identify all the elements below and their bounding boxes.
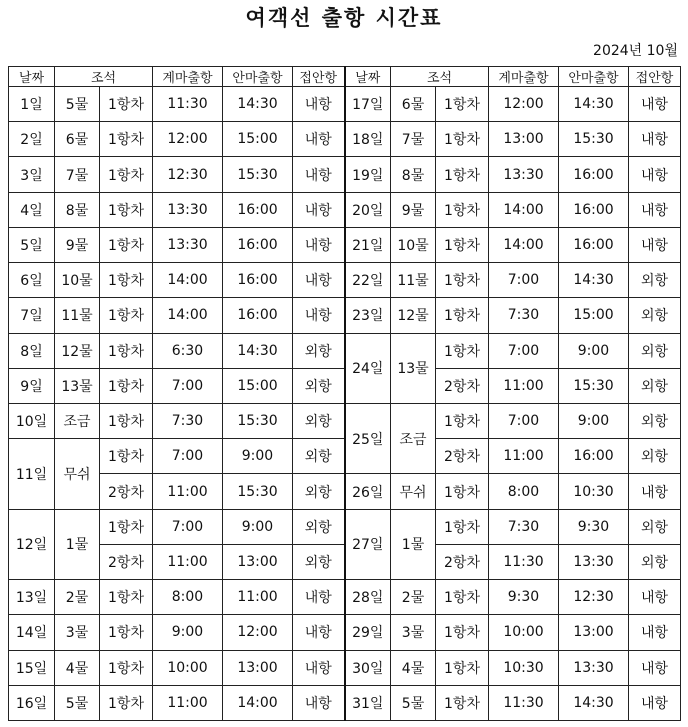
trip-cell: 1항차	[436, 580, 489, 615]
gyema-time-cell: 7:00	[489, 263, 559, 298]
gyema-time-cell: 13:30	[489, 157, 559, 192]
trip-cell: 1항차	[100, 87, 153, 122]
anma-time-cell: 12:00	[223, 615, 293, 650]
anma-time-cell: 13:00	[223, 544, 293, 579]
anma-time-cell: 16:00	[559, 439, 629, 474]
tide-cell: 8물	[391, 157, 436, 192]
trip-cell: 1항차	[100, 122, 153, 157]
trip-cell: 1항차	[436, 333, 489, 368]
anma-time-cell: 14:30	[559, 87, 629, 122]
header-tide: 조석	[391, 67, 489, 87]
header-port: 접안항	[629, 67, 681, 87]
gyema-time-cell: 7:00	[489, 403, 559, 438]
header-gyema: 계마출항	[489, 67, 559, 87]
gyema-time-cell: 14:00	[153, 263, 223, 298]
anma-time-cell: 15:00	[223, 122, 293, 157]
tide-cell: 13물	[55, 368, 100, 403]
port-cell: 외항	[629, 439, 681, 474]
anma-time-cell: 15:30	[223, 474, 293, 509]
table-row	[9, 474, 681, 509]
gyema-time-cell: 10:00	[153, 650, 223, 685]
port-cell: 내항	[629, 157, 681, 192]
gyema-time-cell: 7:30	[489, 298, 559, 333]
date-cell: 14일	[9, 615, 55, 650]
date-cell: 9일	[9, 368, 55, 403]
port-cell: 내항	[629, 87, 681, 122]
date-cell: 4일	[9, 192, 55, 227]
trip-cell: 2항차	[436, 439, 489, 474]
tide-cell: 5물	[55, 685, 100, 720]
port-cell: 내항	[629, 685, 681, 720]
trip-cell: 1항차	[436, 615, 489, 650]
gyema-time-cell: 11:00	[153, 474, 223, 509]
trip-cell: 1항차	[436, 157, 489, 192]
port-cell: 내항	[293, 615, 345, 650]
table-row	[9, 615, 681, 650]
trip-cell: 1항차	[436, 298, 489, 333]
trip-cell: 1항차	[100, 615, 153, 650]
gyema-time-cell: 13:00	[489, 122, 559, 157]
tide-cell: 13물	[391, 333, 436, 403]
anma-time-cell: 11:00	[223, 580, 293, 615]
anma-time-cell: 9:00	[559, 333, 629, 368]
port-cell: 내항	[293, 192, 345, 227]
port-cell: 내항	[293, 227, 345, 262]
date-cell: 21일	[345, 227, 391, 262]
port-cell: 외항	[293, 333, 345, 368]
port-cell: 외항	[293, 403, 345, 438]
tide-cell: 4물	[391, 650, 436, 685]
tide-cell: 5물	[55, 87, 100, 122]
port-cell: 내항	[629, 474, 681, 509]
anma-time-cell: 14:30	[559, 263, 629, 298]
tide-cell: 8물	[55, 192, 100, 227]
header-gyema: 계마출항	[153, 67, 223, 87]
tide-cell: 무쉬	[391, 474, 436, 509]
date-cell: 2일	[9, 122, 55, 157]
trip-cell: 2항차	[436, 368, 489, 403]
header-row	[9, 67, 681, 87]
anma-time-cell: 13:00	[559, 615, 629, 650]
date-cell: 28일	[345, 580, 391, 615]
date-cell: 7일	[9, 298, 55, 333]
tide-cell: 3물	[391, 615, 436, 650]
header-port: 접안항	[293, 67, 345, 87]
trip-cell: 1항차	[436, 474, 489, 509]
port-cell: 내항	[293, 263, 345, 298]
table-row	[9, 227, 681, 262]
anma-time-cell: 14:30	[223, 333, 293, 368]
trip-cell: 1항차	[436, 227, 489, 262]
tide-cell: 2물	[391, 580, 436, 615]
trip-cell: 1항차	[100, 439, 153, 474]
date-cell: 12일	[9, 509, 55, 579]
port-cell: 외항	[293, 474, 345, 509]
table-row	[9, 685, 681, 720]
gyema-time-cell: 12:00	[489, 87, 559, 122]
trip-cell: 1항차	[436, 263, 489, 298]
port-cell: 외항	[629, 544, 681, 579]
date-cell: 5일	[9, 227, 55, 262]
gyema-time-cell: 11:30	[489, 685, 559, 720]
anma-time-cell: 15:00	[559, 298, 629, 333]
trip-cell: 1항차	[100, 509, 153, 544]
gyema-time-cell: 11:00	[153, 685, 223, 720]
date-cell: 15일	[9, 650, 55, 685]
date-cell: 29일	[345, 615, 391, 650]
tide-cell: 1물	[55, 509, 100, 579]
gyema-time-cell: 7:00	[153, 509, 223, 544]
tide-cell: 3물	[55, 615, 100, 650]
port-cell: 내항	[629, 650, 681, 685]
trip-cell: 1항차	[436, 192, 489, 227]
port-cell: 외항	[293, 368, 345, 403]
anma-time-cell: 9:00	[559, 403, 629, 438]
anma-time-cell: 16:00	[223, 192, 293, 227]
trip-cell: 1항차	[100, 403, 153, 438]
header-date: 날짜	[9, 67, 55, 87]
trip-cell: 1항차	[436, 122, 489, 157]
gyema-time-cell: 7:00	[153, 439, 223, 474]
port-cell: 외항	[629, 298, 681, 333]
anma-time-cell: 16:00	[223, 298, 293, 333]
header-date: 날짜	[345, 67, 391, 87]
date-cell: 16일	[9, 685, 55, 720]
date-cell: 20일	[345, 192, 391, 227]
port-cell: 내항	[629, 615, 681, 650]
date-cell: 11일	[9, 439, 55, 509]
trip-cell: 2항차	[100, 474, 153, 509]
gyema-time-cell: 12:30	[153, 157, 223, 192]
anma-time-cell: 16:00	[559, 157, 629, 192]
gyema-time-cell: 7:00	[153, 368, 223, 403]
port-cell: 외항	[293, 509, 345, 544]
port-cell: 내항	[293, 157, 345, 192]
gyema-time-cell: 8:00	[153, 580, 223, 615]
anma-time-cell: 10:30	[559, 474, 629, 509]
anma-time-cell: 15:00	[223, 368, 293, 403]
tide-cell: 조금	[55, 403, 100, 438]
port-cell: 내항	[293, 122, 345, 157]
tide-cell: 10물	[391, 227, 436, 262]
tide-cell: 12물	[55, 333, 100, 368]
anma-time-cell: 15:30	[223, 403, 293, 438]
gyema-time-cell: 11:00	[153, 544, 223, 579]
gyema-time-cell: 11:30	[489, 544, 559, 579]
anma-time-cell: 9:30	[559, 509, 629, 544]
trip-cell: 1항차	[100, 263, 153, 298]
table-row	[9, 333, 681, 368]
anma-time-cell: 13:30	[559, 544, 629, 579]
port-cell: 외항	[629, 403, 681, 438]
port-cell: 내항	[629, 580, 681, 615]
tide-cell: 조금	[391, 403, 436, 473]
trip-cell: 1항차	[100, 157, 153, 192]
gyema-time-cell: 7:00	[489, 333, 559, 368]
port-cell: 내항	[629, 227, 681, 262]
schedule-table	[8, 66, 681, 721]
port-cell: 외항	[629, 333, 681, 368]
date-cell: 31일	[345, 685, 391, 720]
gyema-time-cell: 14:00	[489, 192, 559, 227]
tide-cell: 10물	[55, 263, 100, 298]
trip-cell: 2항차	[100, 544, 153, 579]
gyema-time-cell: 11:00	[489, 439, 559, 474]
port-cell: 내항	[293, 650, 345, 685]
table-row	[9, 580, 681, 615]
port-cell: 내항	[293, 298, 345, 333]
anma-time-cell: 16:00	[559, 227, 629, 262]
tide-cell: 6물	[55, 122, 100, 157]
tide-cell: 9물	[391, 192, 436, 227]
anma-time-cell: 14:00	[223, 685, 293, 720]
table-row	[9, 403, 681, 438]
anma-time-cell: 13:00	[223, 650, 293, 685]
gyema-time-cell: 6:30	[153, 333, 223, 368]
trip-cell: 1항차	[100, 368, 153, 403]
port-cell: 외항	[629, 263, 681, 298]
date-cell: 22일	[345, 263, 391, 298]
anma-time-cell: 13:30	[559, 650, 629, 685]
tide-cell: 7물	[55, 157, 100, 192]
date-cell: 13일	[9, 580, 55, 615]
anma-time-cell: 16:00	[223, 263, 293, 298]
date-label: 2024년 10월	[593, 43, 678, 59]
anma-time-cell: 15:30	[223, 157, 293, 192]
gyema-time-cell: 12:00	[153, 122, 223, 157]
anma-time-cell: 15:30	[559, 122, 629, 157]
date-cell: 17일	[345, 87, 391, 122]
date-cell: 24일	[345, 333, 391, 403]
anma-time-cell: 14:30	[223, 87, 293, 122]
trip-cell: 1항차	[436, 509, 489, 544]
table-row	[9, 263, 681, 298]
date-cell: 8일	[9, 333, 55, 368]
anma-time-cell: 9:00	[223, 509, 293, 544]
table-row	[9, 87, 681, 122]
port-cell: 내항	[629, 122, 681, 157]
date-cell: 25일	[345, 403, 391, 473]
page-title: 여객선 출항 시간표	[245, 6, 443, 30]
gyema-time-cell: 13:30	[153, 192, 223, 227]
table-row	[9, 650, 681, 685]
trip-cell: 1항차	[100, 227, 153, 262]
tide-cell: 11물	[391, 263, 436, 298]
trip-cell: 1항차	[100, 685, 153, 720]
gyema-time-cell: 14:00	[489, 227, 559, 262]
port-cell: 외항	[629, 509, 681, 544]
trip-cell: 1항차	[100, 192, 153, 227]
anma-time-cell: 16:00	[559, 192, 629, 227]
gyema-time-cell: 10:00	[489, 615, 559, 650]
gyema-time-cell: 14:00	[153, 298, 223, 333]
port-cell: 외항	[629, 368, 681, 403]
tide-cell: 9물	[55, 227, 100, 262]
date-cell: 1일	[9, 87, 55, 122]
port-cell: 내항	[293, 87, 345, 122]
date-cell: 30일	[345, 650, 391, 685]
gyema-time-cell: 10:30	[489, 650, 559, 685]
trip-cell: 1항차	[436, 685, 489, 720]
port-cell: 외항	[293, 439, 345, 474]
anma-time-cell: 16:00	[223, 227, 293, 262]
trip-cell: 1항차	[436, 403, 489, 438]
port-cell: 내항	[629, 192, 681, 227]
trip-cell: 1항차	[436, 87, 489, 122]
gyema-time-cell: 13:30	[153, 227, 223, 262]
trip-cell: 1항차	[100, 650, 153, 685]
date-cell: 19일	[345, 157, 391, 192]
gyema-time-cell: 11:30	[153, 87, 223, 122]
anma-time-cell: 14:30	[559, 685, 629, 720]
table-row	[9, 509, 681, 544]
tide-cell: 2물	[55, 580, 100, 615]
trip-cell: 1항차	[100, 580, 153, 615]
header-anma: 안마출항	[559, 67, 629, 87]
port-cell: 내항	[293, 685, 345, 720]
trip-cell: 1항차	[100, 333, 153, 368]
gyema-time-cell: 8:00	[489, 474, 559, 509]
date-cell: 23일	[345, 298, 391, 333]
gyema-time-cell: 9:30	[489, 580, 559, 615]
tide-cell: 11물	[55, 298, 100, 333]
anma-time-cell: 12:30	[559, 580, 629, 615]
tide-cell: 6물	[391, 87, 436, 122]
header-tide: 조석	[55, 67, 153, 87]
date-cell: 3일	[9, 157, 55, 192]
trip-cell: 1항차	[100, 298, 153, 333]
table-row	[9, 192, 681, 227]
date-cell: 27일	[345, 509, 391, 579]
date-cell: 10일	[9, 403, 55, 438]
tide-cell: 5물	[391, 685, 436, 720]
anma-time-cell: 15:30	[559, 368, 629, 403]
date-cell: 18일	[345, 122, 391, 157]
gyema-time-cell: 7:30	[153, 403, 223, 438]
gyema-time-cell: 11:00	[489, 368, 559, 403]
date-cell: 6일	[9, 263, 55, 298]
anma-time-cell: 9:00	[223, 439, 293, 474]
table-row	[9, 157, 681, 192]
header-anma: 안마출항	[223, 67, 293, 87]
trip-cell: 1항차	[436, 650, 489, 685]
tide-cell: 12물	[391, 298, 436, 333]
gyema-time-cell: 7:30	[489, 509, 559, 544]
table-row	[9, 298, 681, 333]
tide-cell: 4물	[55, 650, 100, 685]
trip-cell: 2항차	[436, 544, 489, 579]
port-cell: 외항	[293, 544, 345, 579]
tide-cell: 7물	[391, 122, 436, 157]
table-row	[9, 122, 681, 157]
port-cell: 내항	[293, 580, 345, 615]
date-cell: 26일	[345, 474, 391, 509]
tide-cell: 1물	[391, 509, 436, 579]
tide-cell: 무쉬	[55, 439, 100, 509]
gyema-time-cell: 9:00	[153, 615, 223, 650]
